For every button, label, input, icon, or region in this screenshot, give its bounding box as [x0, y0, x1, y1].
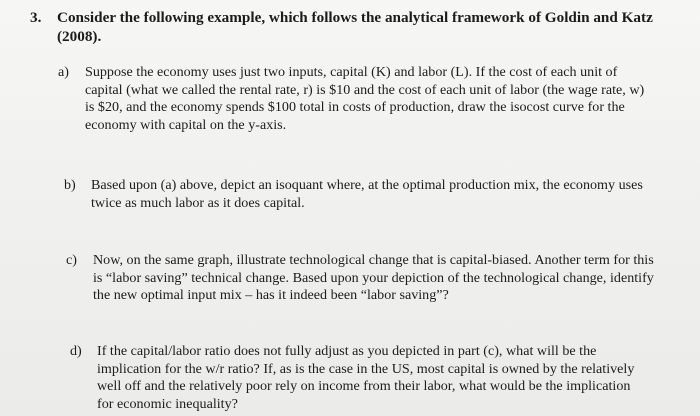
part-d: [70, 343, 650, 413]
part-a-label: a): [58, 64, 69, 80]
part-a-text: Suppose the economy uses just two inputs, capital (K) and labor (L). If the cost of each unit of capital (what we called the rental rate, r) is $10 and the cost of each unit of labor (the wage rate, w) is $20, and the economy spends $100 total in costs of production, draw the isocost curve for the economy with capital on the y-axis.: [85, 64, 645, 133]
question-3: [30, 8, 670, 46]
part-b-label: b): [64, 177, 76, 193]
part-a: [58, 64, 648, 134]
part-c-label: c): [66, 252, 77, 268]
question-heading: [30, 8, 670, 46]
part-d-label: d): [70, 343, 82, 359]
part-b: [64, 177, 654, 212]
question-number: 3.: [30, 9, 42, 26]
part-b-text: Based upon (a) above, depict an isoquant where, at the optimal production mix, the economy uses twice as much labor as it does capital.: [91, 177, 643, 211]
part-c: [66, 252, 656, 305]
part-d-text: If the capital/labor ratio does not fully adjust as you depicted in part (c), what will be the implication for the w/r ratio? If, as is the case in the US, most capital is owned by the relatively well off and the relatively poor rely on income from their labor, what would be the implication for economic inequality?: [97, 343, 635, 412]
part-c-text: Now, on the same graph, illustrate technological change that is capital-biased. Another term for this is “labor saving” technical change. Based upon your depiction of the technological change, identify the new optimal input mix – has it indeed been “labor saving”?: [93, 252, 654, 304]
question-text: Consider the following example, which follows the analytical framework of Goldin and Katz (2008).: [57, 9, 653, 45]
